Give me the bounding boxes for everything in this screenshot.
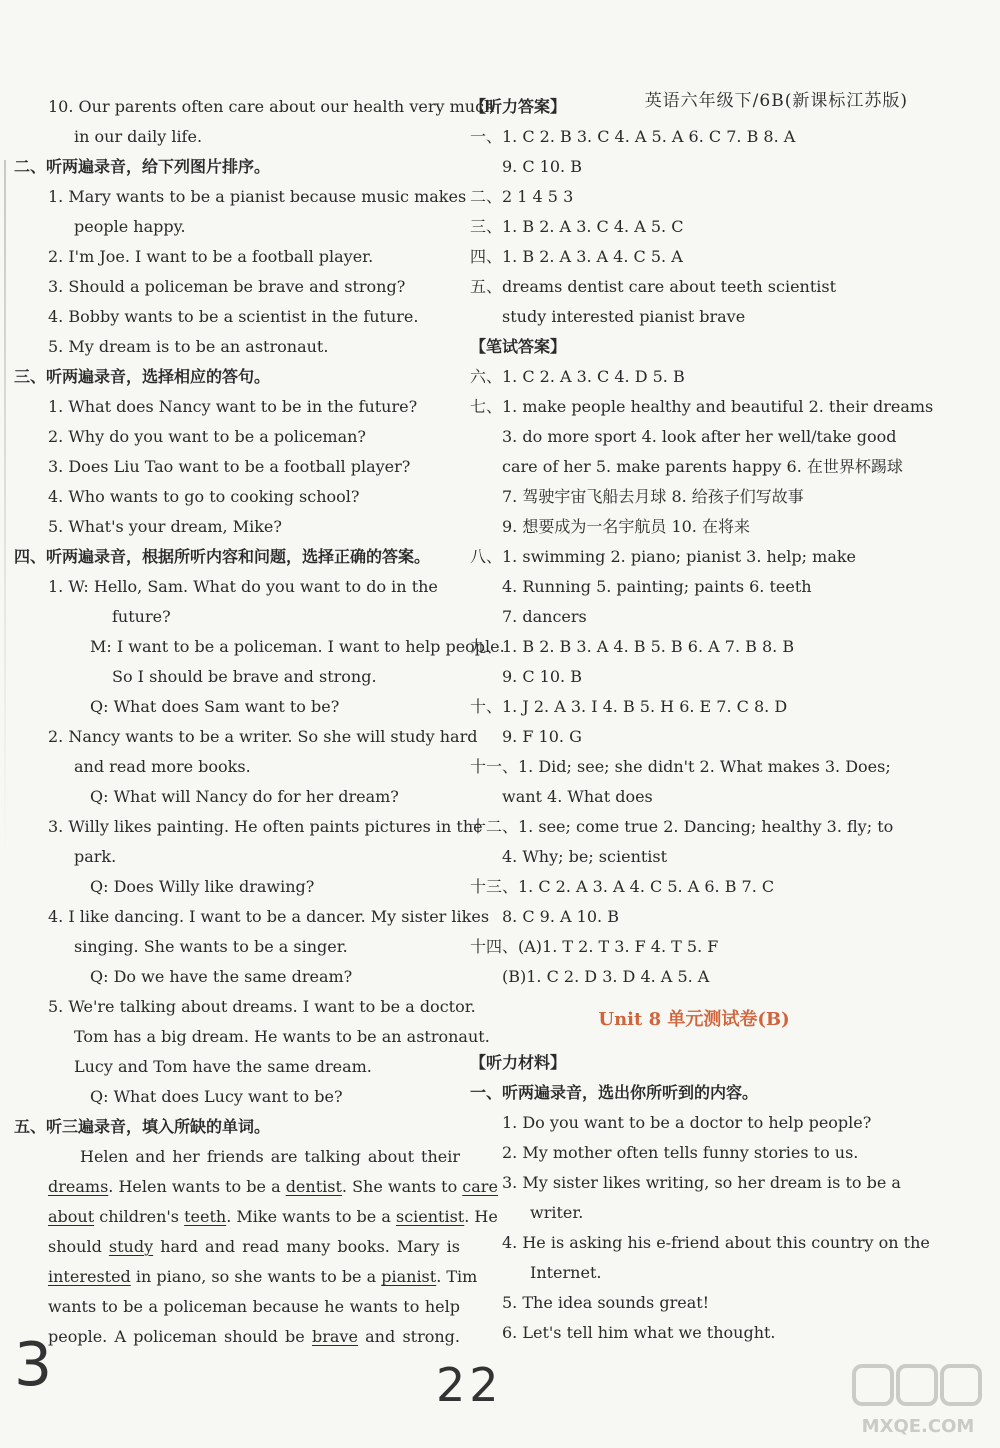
binding-margin	[4, 160, 6, 860]
left-line: So I should be brave and strong.	[112, 667, 377, 686]
left-line: Q: Does Willy like drawing?	[90, 877, 315, 896]
passage-line	[14, 1142, 460, 1172]
answer-line: 四、1. B 2. A 3. A 4. C 5. A	[470, 247, 683, 266]
passage-text: hard and read many books. Mary is	[153, 1237, 460, 1256]
left-line: people happy.	[74, 217, 186, 236]
passage-text: wants to be a policeman because he wants to help	[48, 1297, 460, 1316]
answer-line: 4. Why; be; scientist	[502, 847, 668, 866]
passage-text: in piano, so she wants to be a	[130, 1267, 382, 1286]
passage-text: and strong.	[357, 1327, 460, 1346]
blank-answer: scientist	[395, 1207, 465, 1226]
passage-text: children's	[94, 1207, 185, 1226]
material-line: Internet.	[530, 1263, 602, 1282]
cloze-passage	[14, 1142, 498, 1352]
handwritten-margin-mark: 3	[14, 1330, 53, 1400]
answer-line: 【笔试答案】	[470, 337, 567, 356]
answer-line: 7. dancers	[502, 607, 587, 626]
material-line: 1. Do you want to be a doctor to help people?	[502, 1113, 872, 1132]
answer-line: 一、1. C 2. B 3. C 4. A 5. A 6. C 7. B 8. A	[470, 127, 796, 146]
passage-line	[14, 1232, 460, 1262]
left-line: 1. Mary wants to be a pianist because music makes	[48, 187, 467, 206]
answer-line: study interested pianist brave	[502, 307, 746, 326]
left-line: 二、听两遍录音，给下列图片排序。	[14, 157, 271, 176]
left-line: in our daily life.	[74, 127, 203, 146]
material-line: 【听力材料】	[470, 1053, 567, 1072]
blank-answer: dreams	[48, 1177, 109, 1196]
blank-answer: care	[462, 1177, 498, 1196]
material-line: 6. Let's tell him what we thought.	[502, 1323, 776, 1342]
left-line: 4. Who wants to go to cooking school?	[48, 487, 360, 506]
listening-material	[470, 1048, 930, 1348]
passage-text: . Helen wants to be a	[108, 1177, 286, 1196]
left-line: Q: What will Nancy do for her dream?	[90, 787, 399, 806]
left-line: park.	[74, 847, 117, 866]
left-line: 三、听两遍录音，选择相应的答句。	[14, 367, 271, 386]
left-line: future?	[112, 607, 171, 626]
left-line: 2. Why do you want to be a policeman?	[48, 427, 367, 446]
left-line: 五、听三遍录音，填入所缺的单词。	[14, 1117, 271, 1136]
answer-line: 十一、1. Did; see; she didn't 2. What makes 3. Does;	[470, 757, 891, 776]
left-line: Q: Do we have the same dream?	[90, 967, 353, 986]
answer-line: 【听力答案】	[470, 97, 567, 116]
passage-text: . She wants to	[341, 1177, 463, 1196]
answer-line: 八、1. swimming 2. piano; pianist 3. help; make	[470, 547, 857, 566]
left-line: 2. Nancy wants to be a writer. So she will study hard	[48, 727, 478, 746]
answer-line: 9. C 10. B	[502, 157, 582, 176]
material-line: 2. My mother often tells funny stories to us.	[502, 1143, 859, 1162]
blank-answer: interested	[48, 1267, 131, 1286]
left-line: 3. Willy likes painting. He often paints pictures in the	[48, 817, 483, 836]
passage-line	[14, 1202, 498, 1232]
answer-line: 五、dreams dentist care about teeth scientist	[470, 277, 837, 296]
passage-line	[14, 1322, 460, 1352]
left-column	[14, 92, 505, 1352]
answer-line: 十三、1. C 2. A 3. A 4. C 5. A 6. B 7. C	[470, 877, 775, 896]
material-line: 一、听两遍录音，选出你所听到的内容。	[470, 1083, 759, 1102]
material-line: 4. He is asking his e-friend about this country on the	[502, 1233, 930, 1252]
answer-line: 十、1. J 2. A 3. I 4. B 5. H 6. E 7. C 8. D	[470, 697, 788, 716]
unit-title: Unit 8 单元测试卷(B)	[598, 1009, 790, 1030]
handwritten-page-number: 22	[436, 1358, 503, 1412]
left-line: Q: What does Lucy want to be?	[90, 1087, 343, 1106]
answer-line: 7. 驾驶宇宙飞船去月球 8. 给孩子们写故事	[502, 487, 804, 506]
answer-line: 七、1. make people healthy and beautiful 2. their dreams	[470, 397, 934, 416]
blank-answer: about	[48, 1207, 95, 1226]
answer-line: 十四、(A)1. T 2. T 3. F 4. T 5. F	[470, 937, 719, 956]
blank-answer: brave	[311, 1327, 358, 1346]
left-line: 1. W: Hello, Sam. What do you want to do in the	[48, 577, 438, 596]
left-line: M: I want to be a policeman. I want to help people.	[90, 637, 505, 656]
blank-answer: teeth	[184, 1207, 227, 1226]
material-line: 5. The idea sounds great!	[502, 1293, 710, 1312]
answer-key	[470, 92, 934, 992]
answer-line: care of her 5. make parents happy 6. 在世界杯踢球	[502, 457, 903, 476]
passage-line	[14, 1292, 460, 1322]
passage-text: people. A policeman should be	[48, 1327, 312, 1346]
answer-line: 九、1. B 2. B 3. A 4. B 5. B 6. A 7. B 8. B	[470, 637, 795, 656]
left-line: Q: What does Sam want to be?	[90, 697, 340, 716]
answer-line: 二、2 1 4 5 3	[470, 187, 574, 206]
left-line: and read more books.	[74, 757, 251, 776]
right-column	[470, 92, 934, 1348]
blank-answer: pianist	[381, 1267, 437, 1286]
left-line: singing. She wants to be a singer.	[74, 937, 348, 956]
answer-line: (B)1. C 2. D 3. D 4. A 5. A	[502, 967, 710, 986]
left-line: Lucy and Tom have the same dream.	[74, 1057, 372, 1076]
left-line: Tom has a big dream. He wants to be an astronaut.	[74, 1027, 490, 1046]
left-line: 5. What's your dream, Mike?	[48, 517, 282, 536]
left-line: 5. We're talking about dreams. I want to be a doctor.	[48, 997, 476, 1016]
left-line: 3. Should a policeman be brave and strong?	[48, 277, 406, 296]
passage-text: Helen and her friends are talking about their	[80, 1147, 460, 1166]
left-line: 1. What does Nancy want to be in the future?	[48, 397, 418, 416]
passage-text: should	[48, 1237, 109, 1256]
blank-answer: dentist	[285, 1177, 342, 1196]
page-header: 英语六年级下/6B(新课标江苏版)	[644, 91, 908, 111]
answer-line: 9. F 10. G	[502, 727, 582, 746]
answer-line: 9. 想要成为一名宇航员 10. 在将来	[502, 517, 750, 536]
passage-text: . Mike wants to be a	[226, 1207, 396, 1226]
watermark-text: MXQE.COM	[861, 1416, 975, 1437]
left-line: 四、听两遍录音，根据所听内容和问题，选择正确的答案。	[14, 547, 431, 566]
material-line: 3. My sister likes writing, so her dream is to be a	[502, 1173, 901, 1192]
answer-line: 4. Running 5. painting; paints 6. teeth	[502, 577, 812, 596]
left-line: 10. Our parents often care about our health very much	[48, 97, 495, 116]
blank-answer: study	[108, 1237, 154, 1256]
passage-text: . Tim	[436, 1267, 478, 1286]
answer-line: 六、1. C 2. A 3. C 4. D 5. B	[470, 367, 685, 386]
answer-line: 8. C 9. A 10. B	[502, 907, 619, 926]
passage-line	[14, 1172, 498, 1202]
answer-line: 9. C 10. B	[502, 667, 582, 686]
left-line: 5. My dream is to be an astronaut.	[48, 337, 329, 356]
answer-line: want 4. What does	[502, 787, 653, 806]
left-line: 3. Does Liu Tao want to be a football player?	[48, 457, 411, 476]
left-lines	[14, 92, 505, 1142]
answer-line: 3. do more sport 4. look after her well/take good	[502, 427, 897, 446]
watermark-logo	[848, 1360, 988, 1440]
passage-text: . He	[464, 1207, 498, 1226]
answer-line: 三、1. B 2. A 3. C 4. A 5. C	[470, 217, 684, 236]
left-line: 4. I like dancing. I want to be a dancer. My sister likes	[48, 907, 490, 926]
left-line: 2. I'm Joe. I want to be a football player.	[48, 247, 374, 266]
material-line: writer.	[530, 1203, 584, 1222]
left-line: 4. Bobby wants to be a scientist in the future.	[48, 307, 419, 326]
answer-line: 十二、1. see; come true 2. Dancing; healthy 3. fly; to	[470, 817, 894, 836]
passage-line	[14, 1262, 478, 1292]
